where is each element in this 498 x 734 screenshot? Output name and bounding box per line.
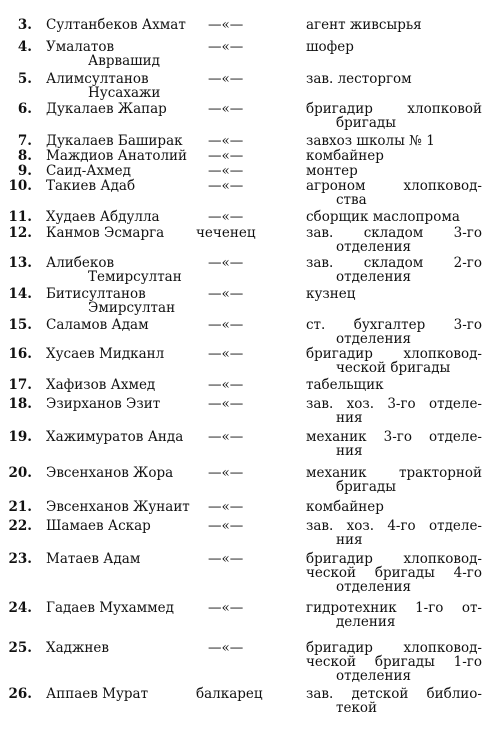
ditto-mark: —«— [208,465,244,481]
person-name: Алибеков [46,255,115,271]
occupation-continuation: отделения [336,331,411,347]
person-name: Такиев Адаб [46,178,136,194]
person-name: Хажимуратов Анда [46,429,184,445]
occupation-continuation: текой [336,700,378,716]
person-name: Гадаев Мухаммед [46,600,174,616]
occupation-continuation: бригады [336,479,396,495]
entry-number: 20. [8,465,32,481]
entry-number: 16. [8,346,32,362]
entry-number: 10. [8,178,32,194]
ditto-mark: —«— [208,518,244,534]
occupation-continuation: ния [336,443,363,459]
nationality: балкарец [196,686,263,702]
entry-number: 15. [8,317,32,333]
person-name: Дукалаев Баширак [46,133,183,149]
person-name: Эзирханов Эзит [46,396,161,412]
occupation-continuation: отделения [336,579,411,595]
entry-number: 23. [8,551,32,567]
occupation: монтер [306,163,358,179]
entry-number: 6. [17,101,32,117]
entry-number: 22. [8,518,32,534]
person-name: Канмов Эсмарга [46,225,165,241]
ditto-mark: —«— [208,255,244,271]
ditto-mark: —«— [208,317,244,333]
person-name-continuation: Эмирсултан [88,300,176,316]
occupation: комбайнер [306,148,384,164]
person-name: Аппаев Мурат [46,686,149,702]
person-name-continuation: Нусахажи [88,85,161,101]
entry-number: 25. [8,640,32,656]
person-name: Дукалаев Жапар [46,101,167,117]
ditto-mark: —«— [208,396,244,412]
occupation-continuation: ства [336,192,367,208]
ditto-mark: —«— [208,101,244,117]
ditto-mark: —«— [208,71,244,87]
occupation: зав. детской библио- [306,686,482,702]
entry-number: 19. [8,429,32,445]
ditto-mark: —«— [208,346,244,362]
ditto-mark: —«— [208,640,244,656]
entry-number: 5. [17,71,32,87]
entry-number: 12. [8,225,32,241]
occupation: комбайнер [306,499,384,515]
occupation: бригадир хлопковод- [306,551,482,567]
person-name: Саламов Адам [46,317,149,333]
person-name: Султанбеков Ахмат [46,17,186,33]
occupation: зав. лесторгом [306,71,412,87]
ditto-mark: —«— [208,286,244,302]
ditto-mark: —«— [208,39,244,55]
occupation: механик 3-го отделе- [306,429,482,445]
person-name: Хусаев Мидканл [46,346,165,362]
entry-number: 18. [8,396,32,412]
person-name: Умалатов [46,39,115,55]
entry-number: 13. [8,255,32,271]
ditto-mark: —«— [208,17,244,33]
ditto-mark: —«— [208,163,244,179]
entry-number: 9. [17,163,32,179]
entry-number: 21. [8,499,32,515]
occupation: зав. складом 2-го [306,255,482,271]
ditto-mark: —«— [208,148,244,164]
ditto-mark: —«— [208,377,244,393]
person-name: Шамаев Аскар [46,518,151,534]
occupation: ст. бухгалтер 3-го [306,317,482,333]
occupation-continuation: ческой бригады [336,360,451,376]
occupation-continuation: ния [336,410,363,426]
ditto-mark: —«— [208,551,244,567]
occupation-continuation: ния [336,532,363,548]
occupation: бригадир хлопковод- [306,346,482,362]
occupation: кузнец [306,286,356,302]
entry-number: 3. [17,17,32,33]
occupation: механик тракторной [306,465,482,481]
ditto-mark: —«— [208,209,244,225]
occupation: агроном хлопковод- [306,178,482,194]
occupation: зав. хоз. 4-го отделе- [306,518,482,534]
person-name: Хафизов Ахмед [46,377,156,393]
occupation: агент живсырья [306,17,422,33]
person-name: Эвсенханов Жора [46,465,174,481]
ditto-mark: —«— [208,429,244,445]
entry-number: 7. [17,133,32,149]
occupation-continuation: бригады [336,115,396,131]
occupation: сборщик маслопрома [306,209,460,225]
occupation-continuation: отделения [336,239,411,255]
entry-number: 4. [17,39,32,55]
occupation: гидротехник 1-го от- [306,600,482,616]
ditto-mark: —«— [208,178,244,194]
person-name: Алимсултанов [46,71,149,87]
occupation-continuation: отделения [336,269,411,285]
occupation-continuation: ческой бригады 1-го [306,654,482,670]
person-name: Битисултанов [46,286,146,302]
ditto-mark: —«— [208,133,244,149]
person-name: Матаев Адам [46,551,141,567]
entry-number: 11. [8,209,32,225]
person-name: Хаджнев [46,640,109,656]
occupation-continuation: ческой бригады 4-го [306,565,482,581]
person-name: Маждиов Анатолий [46,148,188,164]
person-name-continuation: Темирсултан [88,269,182,285]
nationality: чеченец [196,225,256,241]
occupation-continuation: отделения [336,668,411,684]
occupation: зав. хоз. 3-го отделе- [306,396,482,412]
occupation-continuation: деления [336,614,396,630]
person-name: Эвсенханов Жунаит [46,499,190,515]
occupation: шофер [306,39,354,55]
entry-number: 24. [8,600,32,616]
person-name-continuation: Аврвашид [88,53,160,69]
entry-number: 14. [8,286,32,302]
entry-number: 26. [8,686,32,702]
occupation: табельщик [306,377,384,393]
person-name: Худаев Абдулла [46,209,160,225]
ditto-mark: —«— [208,600,244,616]
ditto-mark: —«— [208,499,244,515]
person-name: Саид-Ахмед [46,163,131,179]
occupation: завхоз школы № 1 [306,133,435,149]
entry-number: 17. [8,377,32,393]
occupation: бригадир хлопковод- [306,640,482,656]
occupation: зав. складом 3-го [306,225,482,241]
entry-number: 8. [17,148,32,164]
occupation: бригадир хлопковой [306,101,482,117]
